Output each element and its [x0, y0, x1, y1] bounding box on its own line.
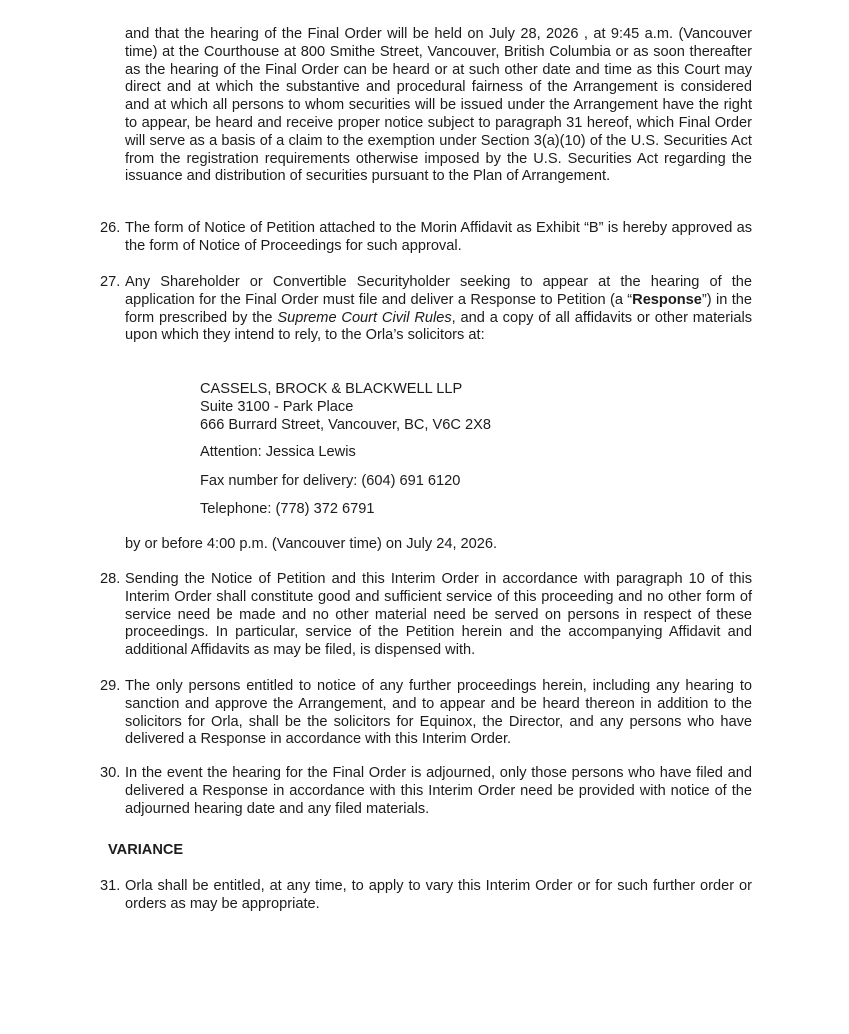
paragraph-30 [100, 765, 752, 818]
suite-line: Suite 3100 - Park Place [200, 398, 354, 415]
response-defined-term: Response [632, 291, 702, 308]
paragraph-29-number: 29. [100, 678, 121, 694]
paragraph-27-text-part-b: ”) in the form prescribed by the [125, 291, 752, 326]
fax-line: Fax number for delivery: (604) 691 6120 [200, 473, 461, 489]
paragraph-29-text: The only persons entitled to notice of any further proceedings herein, including any hearing to sanction and approve the Arrangement, and to appear and be heard thereon in addition to the solicitors for Orla, shall be the solicitors for Equinox, the Director, and any persons who have delivered a Response in accordance with this Interim Order. [125, 678, 752, 748]
paragraph-30-text: In the event the hearing for the Final Order is adjourned, only those persons who have filed and delivered a Response in accordance with this Interim Order need be provided with notice of the adjourned hearing date and any filed materials. [125, 765, 752, 817]
paragraph-27-text-part-a: Any Shareholder or Convertible Securityholder seeking to appear at the hearing of the application for the Final Order must file and deliver a Response to Petition (a “ [125, 274, 752, 308]
paragraph-25-continuation [125, 26, 752, 186]
paragraph-27 [100, 274, 752, 345]
paragraph-28-text: Sending the Notice of Petition and this Interim Order in accordance with paragraph 10 of this Interim Order shall constitute good and sufficient service of this proceeding and no other form of service need be made and no other material need be served on persons in respect of these proceedings. In particular, service of the Petition herein and the accompanying Affidavit and additional Affidavits as may be filed, is dispensed with. [125, 571, 752, 659]
paragraph-25-continuation-text: and that the hearing of the Final Order will be held on July 28, 2026 , at 9:45 a.m. (Vancouver time) at the Courthouse at 800 Smithe Street, Vancouver, British Columbia or as soon thereafter as the hearing of the Final Order can be heard or at such other date and time as this Court may direct and at which the substantive and procedural fairness of the Arrangement is considered and at which all persons to whom securities will be issued under the Arrangement have the right to appear, be heard and receive proper notice subject to paragraph 31 hereof, which Final Order will serve as a basis of a claim to the exemption under Section 3(a)(10) of the U.S. Securities Act from the registration requirements otherwise imposed by the U.S. Securities Act regarding the issuance and distribution of securities pursuant to the Plan of Arrangement. [125, 26, 752, 185]
paragraph-31-text: Orla shall be entitled, at any time, to apply to vary this Interim Order or for such further order or orders as may be appropriate. [125, 878, 752, 912]
paragraph-28-number: 28. [100, 571, 121, 587]
paragraph-26 [100, 220, 752, 256]
response-deadline: by or before 4:00 p.m. (Vancouver time) on July 24, 2026. [125, 536, 498, 552]
supreme-court-civil-rules: Supreme Court Civil Rules [277, 309, 452, 326]
paragraph-27-text [125, 274, 752, 345]
paragraph-31-number: 31. [100, 878, 121, 894]
paragraph-26-number: 26. [100, 220, 121, 236]
paragraph-31 [100, 878, 752, 914]
paragraph-30-number: 30. [100, 765, 121, 781]
firm-name: CASSELS, BROCK & BLACKWELL LLP [200, 381, 463, 397]
paragraph-27-text-part-c: , and a copy of all affidavits or other materials upon which they intend to rely, to the Orla’s solicitors at: [125, 309, 752, 344]
solicitor-address-block [200, 381, 700, 434]
section-heading-variance: VARIANCE [108, 842, 184, 858]
paragraph-29 [100, 678, 752, 749]
telephone-line: Telephone: (778) 372 6791 [200, 501, 375, 517]
paragraph-28 [100, 571, 752, 660]
paragraph-27-number: 27. [100, 274, 121, 290]
street-line: 666 Burrard Street, Vancouver, BC, V6C 2X8 [200, 416, 491, 433]
attention-line: Attention: Jessica Lewis [200, 444, 356, 460]
paragraph-26-text: The form of Notice of Petition attached to the Morin Affidavit as Exhibit “B” is hereby approved as the form of Notice of Proceedings for such approval. [125, 220, 752, 254]
